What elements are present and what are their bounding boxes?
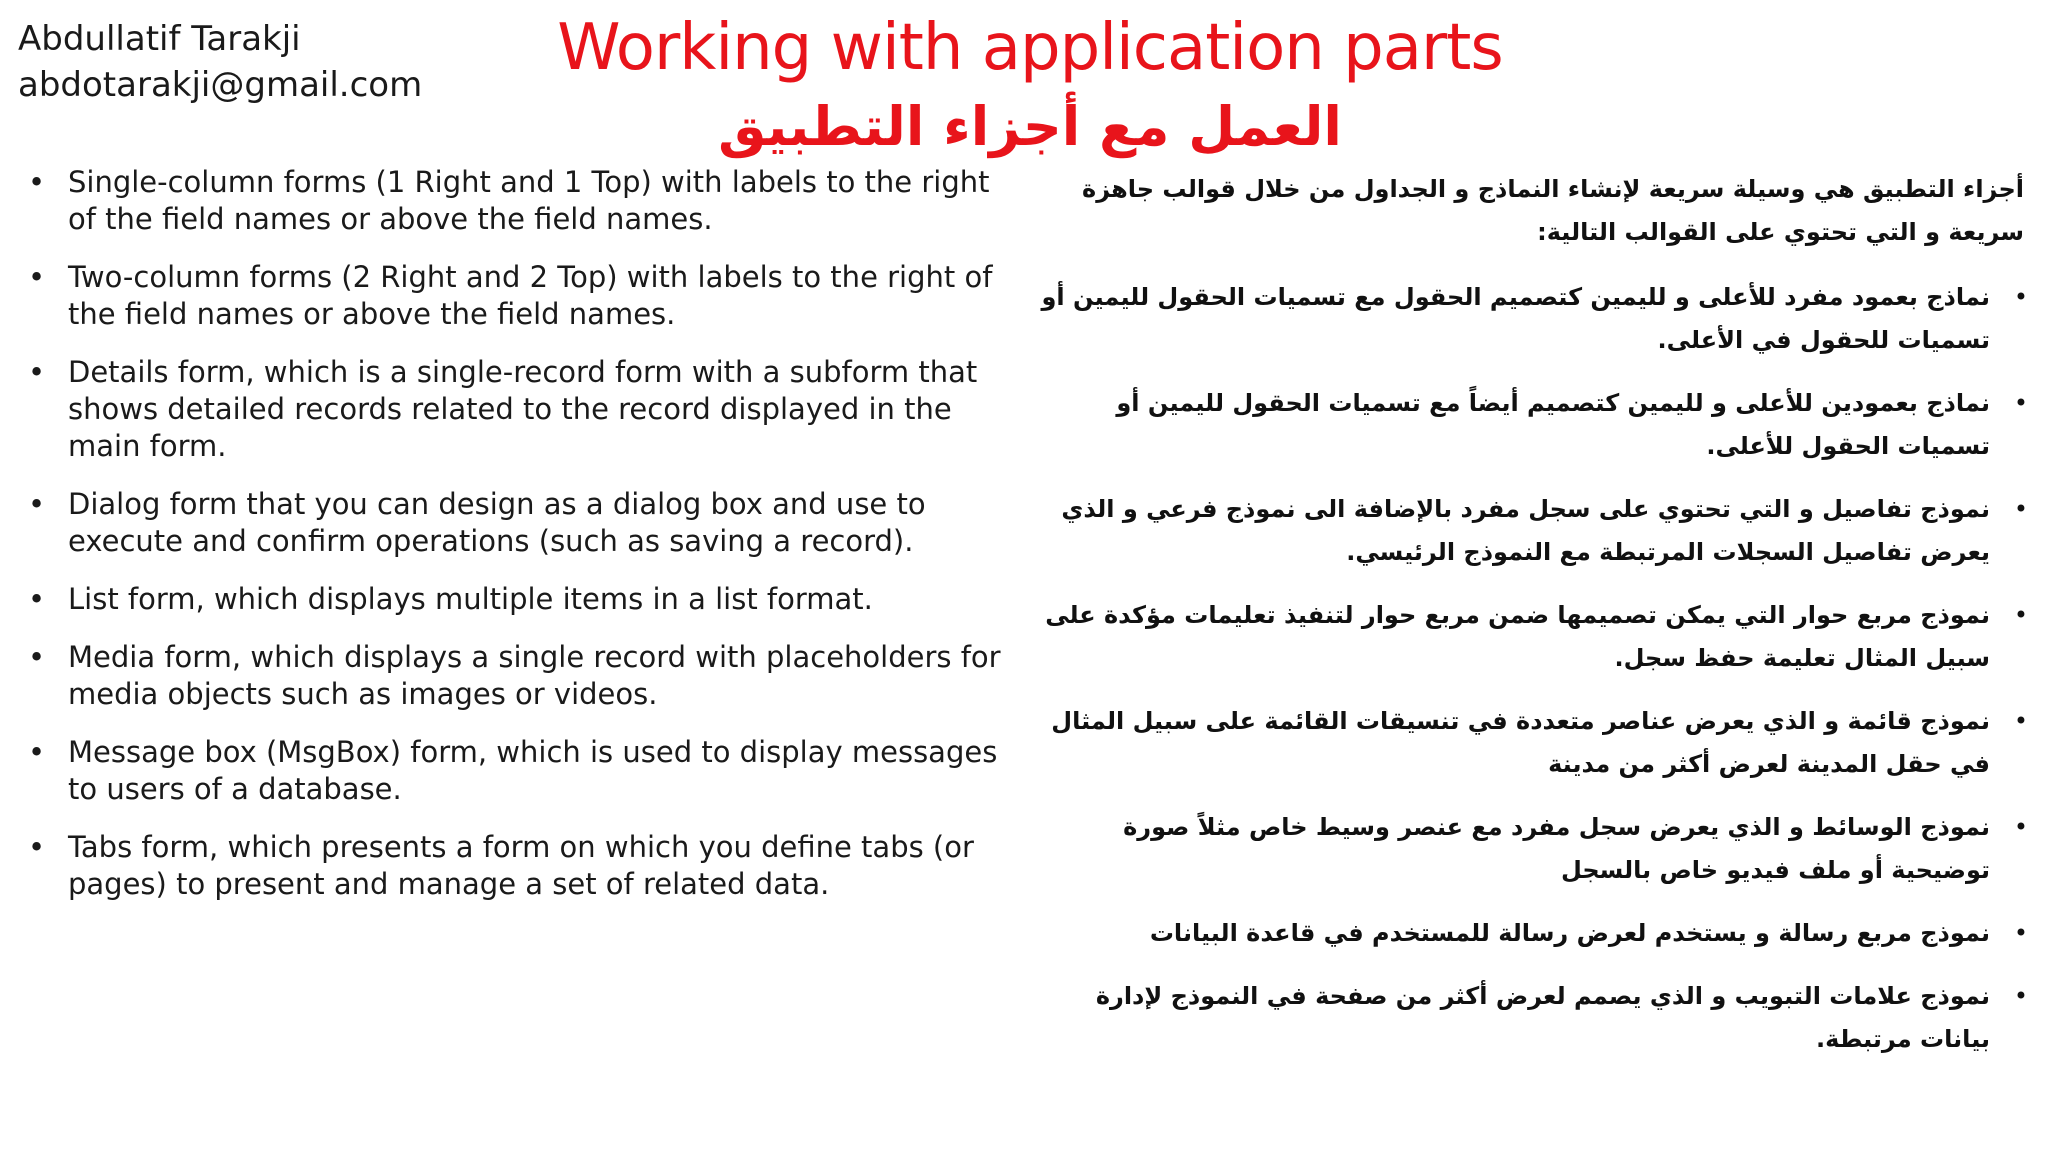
arabic-list-item <box>1040 382 2030 468</box>
english-list-item <box>28 581 1018 618</box>
slide-title <box>540 6 1520 164</box>
bullet-icon: • <box>28 355 46 389</box>
arabic-list-item <box>1040 806 2030 892</box>
english-list-item <box>28 829 1018 903</box>
bullet-icon: • <box>2013 283 2028 311</box>
english-list-item <box>28 164 1018 238</box>
arabic-item-text: نماذج بعمودين للأعلى و لليمين كتصميم أيضاً مع تسميات الحقول لليمين أو تسميات الحقول للأعلى. <box>1116 389 1990 460</box>
author-name: Abdullatif Tarakji <box>18 19 301 59</box>
arabic-item-text: نموذج مربع حوار التي يمكن تصميمها ضمن مربع حوار لتنفيذ تعليمات مؤكدة على سبيل المثال تعليمة حفظ سجل. <box>1045 601 1990 672</box>
bullet-icon: • <box>2013 919 2028 947</box>
bullet-icon: • <box>2013 813 2028 841</box>
arabic-list-item <box>1040 488 2030 574</box>
arabic-list-item <box>1040 594 2030 680</box>
english-list-item <box>28 734 1018 808</box>
arabic-list-item <box>1040 276 2030 362</box>
arabic-list-item <box>1040 912 2030 955</box>
bullet-icon: • <box>28 582 46 616</box>
english-item-text: Media form, which displays a single record with placeholders for media objects such as images or videos. <box>68 640 1001 711</box>
author-email: abdotarakji@gmail.com <box>18 65 423 105</box>
arabic-column <box>1040 168 2030 1081</box>
arabic-item-text: نموذج مربع رسالة و يستخدم لعرض رسالة للمستخدم في قاعدة البيانات <box>1149 919 1990 947</box>
title-arabic: العمل مع أجزاء التطبيق <box>718 95 1342 158</box>
english-item-text: Single-column forms (1 Right and 1 Top) with labels to the right of the field names or above the field names. <box>68 165 990 236</box>
arabic-item-text: نموذج تفاصيل و التي تحتوي على سجل مفرد بالإضافة الى نموذج فرعي و الذي يعرض تفاصيل السجلات المرتبطة مع النموذج الرئيسي. <box>1061 495 1990 566</box>
arabic-item-text: نموذج الوسائط و الذي يعرض سجل مفرد مع عنصر وسيط خاص مثلاً صورة توضيحية أو ملف فيديو خاص بالسجل <box>1123 813 1990 884</box>
arabic-list-item <box>1040 700 2030 786</box>
english-item-text: Tabs form, which presents a form on which you define tabs (or pages) to present and manage a set of related data. <box>68 830 974 901</box>
bullet-icon: • <box>28 640 46 674</box>
author-info <box>18 16 422 108</box>
arabic-item-text: نموذج علامات التبويب و الذي يصمم لعرض أكثر من صفحة في النموذج لإدارة بيانات مرتبطة. <box>1095 982 1990 1053</box>
bullet-icon: • <box>2013 601 2028 629</box>
english-list-item <box>28 259 1018 333</box>
bullet-icon: • <box>28 830 46 864</box>
english-list-item <box>28 486 1018 560</box>
arabic-bullet-list <box>1040 276 2030 1061</box>
bullet-icon: • <box>2013 389 2028 417</box>
bullet-icon: • <box>2013 982 2028 1010</box>
bullet-icon: • <box>28 260 46 294</box>
arabic-item-text: نماذج بعمود مفرد للأعلى و لليمين كتصميم الحقول مع تسميات الحقول لليمين أو تسميات للحقول في الأعلى. <box>1041 283 1990 354</box>
english-item-text: List form, which displays multiple items in a list format. <box>68 582 873 616</box>
bullet-icon: • <box>28 487 46 521</box>
english-list-item <box>28 639 1018 713</box>
english-item-text: Dialog form that you can design as a dialog box and use to execute and confirm operations (such as saving a record). <box>68 487 926 558</box>
english-bullet-list <box>28 164 1018 924</box>
bullet-icon: • <box>2013 495 2028 523</box>
title-english: Working with application parts <box>557 11 1503 85</box>
bullet-icon: • <box>2013 707 2028 735</box>
arabic-intro-paragraph: أجزاء التطبيق هي وسيلة سريعة لإنشاء النماذج و الجداول من خلال قوالب جاهزة سريعة و التي تحتوي على القوالب التالية: <box>1082 175 2024 246</box>
english-list-item <box>28 354 1018 465</box>
english-item-text: Two-column forms (2 Right and 2 Top) with labels to the right of the field names or above the field names. <box>68 260 993 331</box>
arabic-item-text: نموذج قائمة و الذي يعرض عناصر متعددة في تنسيقات القائمة على سبيل المثال في حقل المدينة لعرض أكثر من مدينة <box>1051 707 1990 778</box>
bullet-icon: • <box>28 165 46 199</box>
bullet-icon: • <box>28 735 46 769</box>
arabic-list-item <box>1040 975 2030 1061</box>
english-item-text: Details form, which is a single-record form with a subform that shows detailed records related to the record displayed in the main form. <box>68 355 978 463</box>
english-item-text: Message box (MsgBox) form, which is used to display messages to users of a database. <box>68 735 998 806</box>
